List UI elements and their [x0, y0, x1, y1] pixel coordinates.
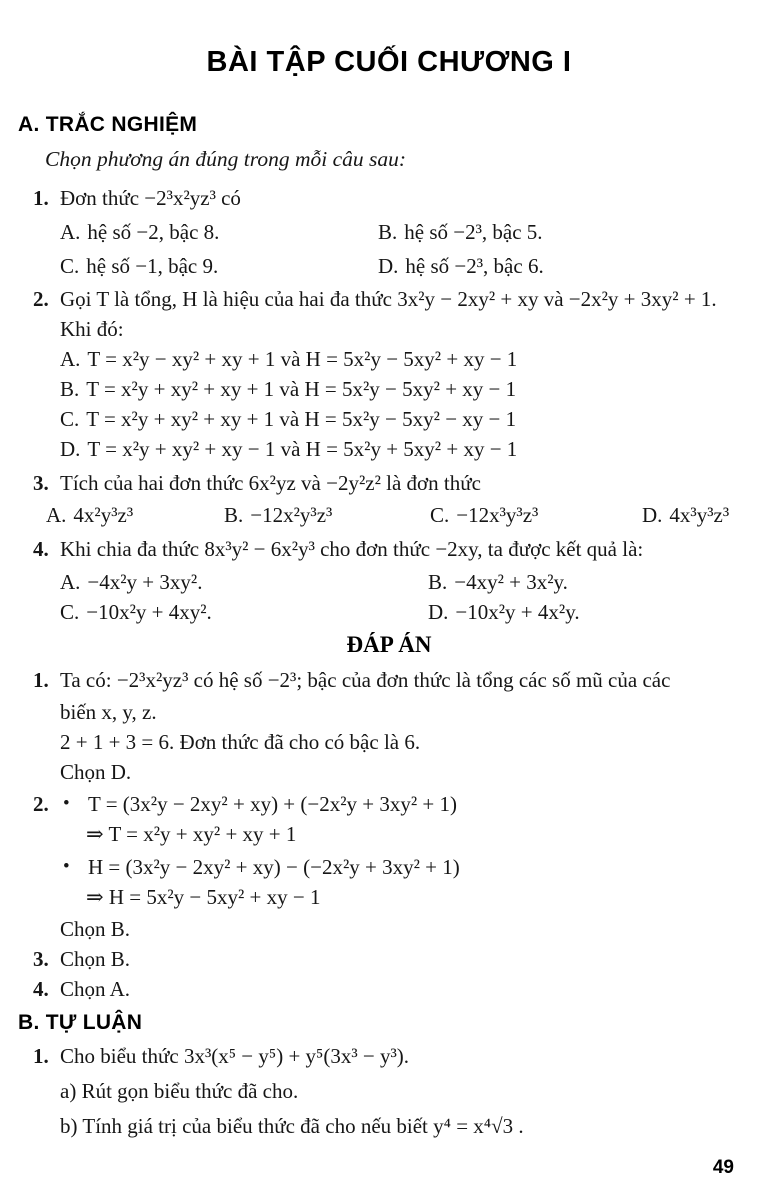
- option-1b-label: B.: [378, 220, 398, 244]
- question-4-options: [18, 567, 760, 627]
- option-1d: [378, 251, 760, 281]
- option-4b: [428, 567, 760, 597]
- section-b-heading: B. TỰ LUẬN: [18, 1011, 143, 1034]
- answer-2: [18, 789, 760, 944]
- answer-2-number: 2.: [33, 792, 49, 816]
- option-3d-label: D.: [642, 503, 663, 527]
- option-2a: [60, 344, 760, 374]
- option-4a-text: −4x²y + 3xy².: [87, 570, 203, 594]
- question-3-text: Tích của hai đơn thức 6x²yz và −2y²z² là đơn thức: [60, 471, 481, 495]
- essay-question-1-part-a: a) Rút gọn biểu thức đã cho.: [60, 1079, 299, 1103]
- answer-1-line1: Ta có: −2³x²yz³ có hệ số −2³; bậc của đơn thức là tổng các số mũ của các: [60, 668, 671, 692]
- option-4b-text: −4xy² + 3x²y.: [454, 570, 568, 594]
- option-4a: [60, 567, 428, 597]
- section-a-heading: A. TRẮC NGHIỆM: [18, 113, 198, 136]
- page-number: 49: [712, 1157, 734, 1178]
- question-3-number: 3.: [33, 471, 49, 495]
- option-2c-label: C.: [60, 407, 80, 431]
- question-2-options: [18, 344, 760, 464]
- answer-2-diff-result: ⇒ H = 5x²y − 5xy² + xy − 1: [86, 885, 321, 909]
- answer-2-sum-line: [60, 789, 760, 819]
- question-2-text-cont: Khi đó:: [60, 317, 124, 341]
- question-4-text: Khi chia đa thức 8x³y² − 6x²y³ cho đơn thức −2xy, ta được kết quả là:: [60, 537, 644, 561]
- answer-2-sum-text: T = (3x²y − 2xy² + xy) + (−2x²y + 3xy² + 1): [88, 792, 458, 816]
- answer-2-diff-text: H = (3x²y − 2xy² + xy) − (−2x²y + 3xy² + 1): [88, 855, 460, 879]
- question-1-options: [18, 217, 760, 281]
- question-2-number: 2.: [33, 287, 49, 311]
- option-3c: [430, 500, 642, 530]
- answer-3-text: Chọn B.: [60, 947, 131, 971]
- option-2c-text: T = x²y + xy² + xy + 1 và H = 5x²y − 5xy² − xy − 1: [86, 407, 517, 431]
- option-3c-label: C.: [430, 503, 450, 527]
- option-2b-text: T = x²y + xy² + xy + 1 và H = 5x²y − 5xy² + xy − 1: [86, 377, 517, 401]
- option-2b: [60, 374, 760, 404]
- option-2b-label: B.: [60, 377, 80, 401]
- option-3c-text: −12x³y³z³: [456, 503, 539, 527]
- option-3b: [224, 500, 430, 530]
- answer-1: [18, 665, 760, 787]
- essay-question-1: [18, 1041, 760, 1071]
- option-4c-label: C.: [60, 600, 80, 624]
- option-1d-label: D.: [378, 254, 399, 278]
- answer-1-line3: 2 + 1 + 3 = 6. Đơn thức đã cho có bậc là 6.: [60, 730, 421, 754]
- answer-2-diff-line: [60, 852, 760, 882]
- option-4c-text: −10x²y + 4xy².: [86, 600, 212, 624]
- bullet-icon: •: [63, 793, 70, 814]
- answer-4-number: 4.: [33, 977, 49, 1001]
- option-1a-text: hệ số −2, bậc 8.: [87, 220, 220, 244]
- essay-question-1-text: Cho biểu thức 3x³(x⁵ − y⁵) + y⁵(3x³ − y³).: [60, 1044, 410, 1068]
- answer-1-conclusion: Chọn D.: [60, 760, 132, 784]
- answer-3-number: 3.: [33, 947, 49, 971]
- answer-4-text: Chọn A.: [60, 977, 131, 1001]
- option-4b-label: B.: [428, 570, 448, 594]
- answer-2-conclusion: Chọn B.: [60, 917, 131, 941]
- option-3a: [46, 500, 224, 530]
- option-3b-text: −12x²y³z³: [250, 503, 333, 527]
- answer-1-line2: biến x, y, z.: [60, 700, 157, 724]
- option-2d-label: D.: [60, 437, 81, 461]
- section-a-instruction: Chọn phương án đúng trong mỗi câu sau:: [45, 147, 407, 171]
- page-title: BÀI TẬP CUỐI CHƯƠNG I: [206, 46, 572, 78]
- option-1a-label: A.: [60, 220, 81, 244]
- question-3-options: [18, 500, 760, 530]
- option-4a-label: A.: [60, 570, 81, 594]
- option-3d: [642, 500, 760, 530]
- question-2-text: Gọi T là tổng, H là hiệu của hai đa thức 3x²y − 2xy² + xy và −2x²y + 3xy² + 1.: [60, 287, 717, 311]
- option-3d-text: 4x³y³z³: [669, 503, 730, 527]
- option-2c: [60, 404, 760, 434]
- option-2a-label: A.: [60, 347, 81, 371]
- question-4-number: 4.: [33, 537, 49, 561]
- option-4c: [60, 597, 428, 627]
- answer-4: [18, 974, 760, 1004]
- option-2a-text: T = x²y − xy² + xy + 1 và H = 5x²y − 5xy² + xy − 1: [87, 347, 518, 371]
- question-2: [18, 284, 760, 314]
- option-4d-text: −10x²y + 4x²y.: [455, 600, 580, 624]
- answers-heading: ĐÁP ÁN: [346, 632, 432, 657]
- option-1b-text: hệ số −2³, bậc 5.: [404, 220, 543, 244]
- question-3: [18, 468, 760, 498]
- option-2d-text: T = x²y + xy² + xy − 1 và H = 5x²y + 5xy² + xy − 1: [87, 437, 518, 461]
- option-1c-label: C.: [60, 254, 80, 278]
- question-1-text: Đơn thức −2³x²yz³ có: [60, 186, 241, 210]
- question-1-number: 1.: [33, 186, 49, 210]
- option-3a-text: 4x²y³z³: [73, 503, 134, 527]
- question-4: [18, 534, 760, 564]
- option-1a: [60, 217, 378, 247]
- option-1d-text: hệ số −2³, bậc 6.: [405, 254, 544, 278]
- bullet-icon: •: [63, 856, 70, 877]
- option-1b: [378, 217, 760, 247]
- option-2d: [60, 434, 760, 464]
- option-1c: [60, 251, 378, 281]
- option-3b-label: B.: [224, 503, 244, 527]
- answer-1-number: 1.: [33, 668, 49, 692]
- question-1: [18, 183, 760, 213]
- essay-question-1-part-b: b) Tính giá trị của biểu thức đã cho nếu biết y⁴ = x⁴√3 .: [60, 1114, 524, 1138]
- option-1c-text: hệ số −1, bậc 9.: [86, 254, 219, 278]
- option-4d-label: D.: [428, 600, 449, 624]
- essay-question-1-number: 1.: [33, 1044, 49, 1068]
- answer-3: [18, 944, 760, 974]
- answer-2-sum-result: ⇒ T = x²y + xy² + xy + 1: [86, 822, 297, 846]
- option-4d: [428, 597, 760, 627]
- option-3a-label: A.: [46, 503, 67, 527]
